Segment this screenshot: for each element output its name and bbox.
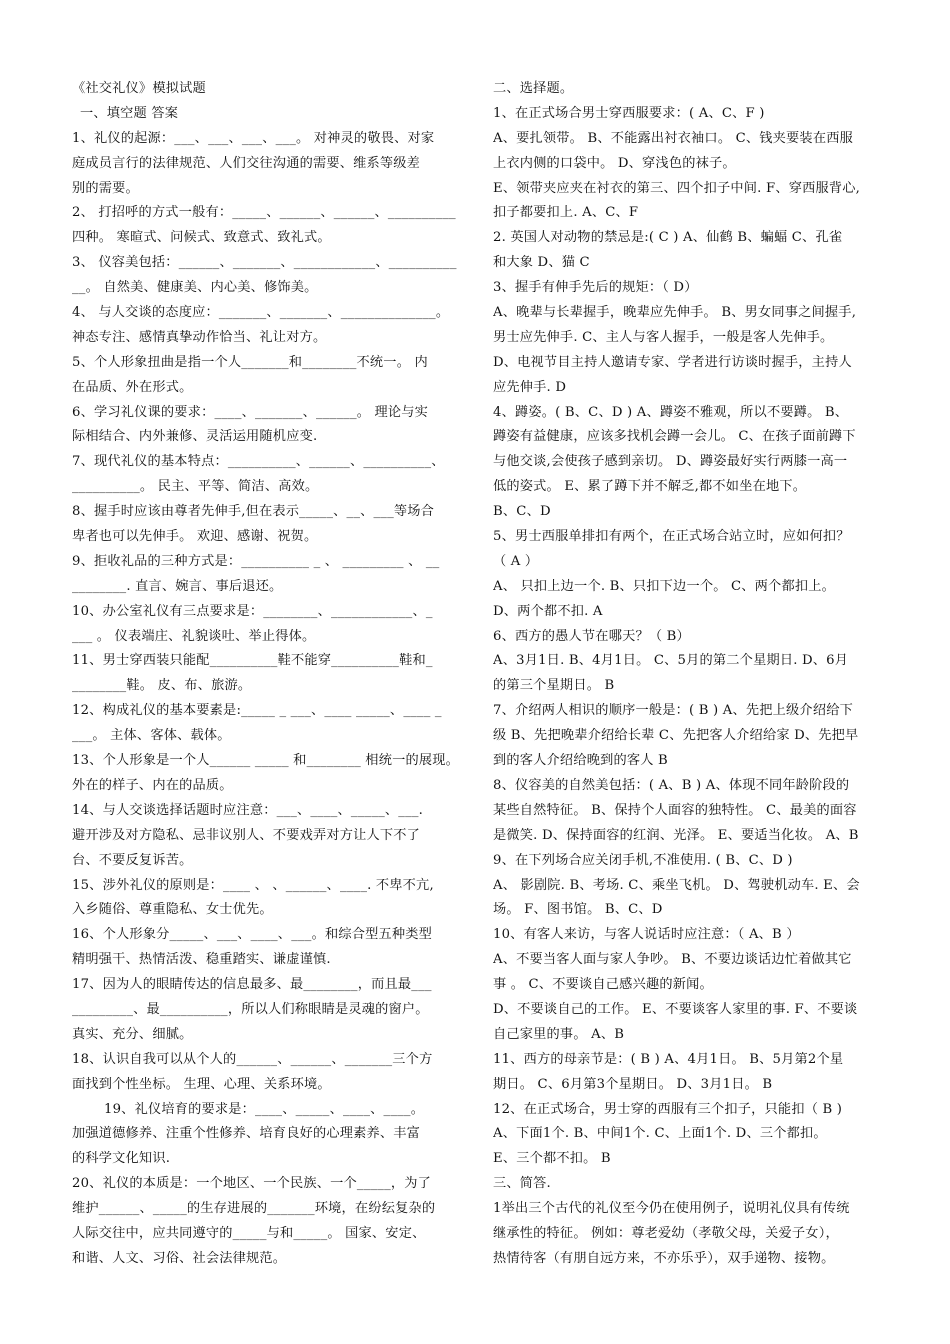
right-column-line: A、下面1个. B、中间1个. C、上面1个. D、三个都扣。 [493, 1126, 827, 1142]
left-column-line: 10、办公室礼仪有三点要求是：________、____________、_ [72, 603, 433, 619]
right-column-line: 9、在下列场合应关闭手机,不准使用. ( B、C、D ) [493, 852, 793, 868]
right-column-line: 1举出三个古代的礼仪至今仍在使用例子，说明礼仪具有传统 [493, 1201, 850, 1217]
left-column-line: 外在的样子、内在的品质。 [72, 777, 233, 793]
right-column-line: A、要扎领带。 B、不能露出衬衣袖口。 C、钱夹要装在西服 [493, 130, 853, 146]
right-column-line: 与他交谈,会使孩子感到亲切。 D、蹲姿最好实行两膝一高一 [493, 454, 848, 470]
left-column-line: 庭成员言行的法律规范、人们交往沟通的需要、维系等级差 [72, 155, 421, 171]
right-column-line: 7、介绍两人相识的顺序一般是：( B ) A、先把上级介绍给下 [493, 703, 853, 719]
left-column-line: 加强道德修养、注重个性修养、培育良好的心理素养、丰富 [72, 1126, 421, 1142]
right-column-line: 2. 英国人对动物的禁忌是:( C ) A、仙鹤 B、蝙蝠 C、孔雀 [493, 230, 843, 246]
left-column-line: 14、与人交谈选择话题时应注意：___、____、_____、___. [72, 802, 424, 818]
left-column [72, 77, 464, 1272]
right-column-line: 上衣内侧的口袋中。 D、穿浅色的袜子。 [493, 155, 736, 171]
right-column-line: 和大象 D、猫 C [493, 255, 590, 271]
left-column-line: 一、填空题 答案 [80, 105, 179, 121]
left-column-line: 神态专注、感情真挚动作恰当、礼让对方。 [72, 329, 327, 345]
right-column-line: 扣子都要扣上. A、C、F [493, 205, 639, 221]
right-column-line: B、C、D [493, 504, 551, 520]
right-column-line: 1、在正式场合男士穿西服要求：( A、C、F ) [493, 105, 765, 121]
right-column-line: 热情待客（有朋自远方来，不亦乐乎），双手递物、接物。 [493, 1250, 835, 1266]
right-column-line: 应先伸手. D [493, 379, 567, 395]
right-column-line: 期日。 C、6月第3个星期日。 D、3月1日。 B [493, 1076, 773, 1092]
left-column-line: 别的需要。 [72, 180, 139, 196]
left-column-line: 17、因为人的眼睛传达的信息最多、最________，而且最___ [72, 977, 432, 993]
left-column-line: 真实、充分、细腻。 [72, 1026, 193, 1042]
left-column-line: 四种。 寒暄式、问候式、致意式、致礼式。 [72, 230, 331, 246]
right-column-line: D、电视节目主持人邀请专家、学者进行访谈时握手，主持人 [493, 354, 852, 370]
left-column-line: ________鞋。 皮、布、旅游。 [72, 678, 252, 694]
right-column-line: 自己家里的事。 A、B [493, 1026, 625, 1042]
left-column-line: _________、最__________，所以人们称眼睛是灵魂的窗户。 [72, 1001, 429, 1017]
right-column-line: 低的姿式。 E、累了蹲下并不解乏,都不如坐在地下。 [493, 479, 807, 495]
left-column-line: 15、涉外礼仪的原则是：____ 、 、______、____. 不卑不亢, [72, 877, 434, 893]
left-column-line: 6、学习礼仪课的要求：____、_______、______。 理论与实 [72, 404, 429, 420]
right-column-line: 继承性的特征。 例如：尊老爱幼（孝敬父母，关爱子女）， [493, 1225, 839, 1241]
right-column-line: 某些自然特征。 B、保持个人面容的独特性。 C、最美的面容 [493, 802, 857, 818]
left-column-line: 《社交礼仪》模拟试题 [72, 81, 206, 96]
left-column-line: 13、个人形象是一个人______ _____ 和________ 相统一的展现。 [72, 753, 460, 769]
left-column-line: __。 自然美、健康美、内心美、修饰美。 [72, 280, 318, 296]
right-column-line: 二、选择题。 [493, 81, 574, 96]
right-column-line: E、三个都不扣。 B [493, 1151, 611, 1167]
right-column-line: 8、仪容美的自然美包括：( A、B ) A、体现不同年龄阶段的 [493, 777, 850, 793]
right-column-line: 到的客人介绍给晚到的客人 B [493, 753, 668, 769]
right-column-line: 4、蹲姿。( B、C、D ) A、蹲姿不雅观，所以不要蹲。 B、 [493, 404, 849, 420]
right-column-line: 11、西方的母亲节是：( B ) A、4月1日。 B、5月第2个星 [493, 1051, 844, 1067]
left-column-line: 5、个人形象扭曲是指一个人_______和________不统一。 内 [72, 354, 428, 370]
left-column-line: 卑者也可以先伸手。 欢迎、感谢、祝贺。 [72, 529, 318, 545]
right-column-line: 10、有客人来访，与客人说话时应注意：（ A、B ） [493, 927, 800, 943]
right-column [493, 77, 881, 1272]
right-column-line: （ A ） [493, 553, 539, 569]
left-column-line: 在品质、外在形式。 [72, 379, 193, 395]
left-column-line: ___ 。 仪表端庄、礼貌谈吐、举止得体。 [72, 628, 316, 644]
right-column-line: 6、西方的愚人节在哪天？（ B） [493, 628, 690, 644]
left-column-line: 16、个人形象分_____、___、____、___。和综合型五种类型 [72, 927, 433, 943]
right-column-line: 级 B、先把晚辈介绍给长辈 C、先把客人介绍给家 D、先把早 [493, 728, 859, 744]
left-column-line: ________. 直言、婉言、事后退还。 [72, 578, 283, 594]
left-column-line: ___。 主体、客体、载体。 [72, 728, 231, 744]
left-column-line: 9、拒收礼品的三种方式是：__________ _ 、 _________ 、 __ [72, 553, 440, 569]
left-column-line: 12、构成礼仪的基本要素是:_____ _ ___、____ _____、____ _ [72, 703, 442, 719]
right-column-line: 是微笑. D、保持面容的红润、光泽。 E、要适当化妆。 A、B [493, 827, 859, 843]
left-column-line: 际相结合、内外兼修、灵活运用随机应变. [72, 429, 318, 445]
right-column-line: 蹲姿有益健康，应该多找机会蹲一会儿。 C、在孩子面前蹲下 [493, 429, 856, 445]
right-column-line: 场。 F、图书馆。 B、C、D [493, 902, 663, 918]
left-column-line: 的科学文化知识. [72, 1151, 171, 1167]
left-column-line: 19、礼仪培育的要求是：____、_____、____、____。 [104, 1101, 425, 1117]
right-column-line: 5、男士西服单排扣有两个，在正式场合站立时，应如何扣？ [493, 529, 850, 545]
left-column-line: 入乡随俗、尊重隐私、女士优先。 [72, 902, 273, 918]
right-column-line: 的第三个星期日。 B [493, 678, 615, 694]
right-column-line: A、不要当客人面与家人争吵。 B、不要边谈话边忙着做其它 [493, 952, 852, 968]
left-column-line: 人际交往中，应共同遵守的_____与和_____。 国家、安定、 [72, 1225, 426, 1241]
left-column-line: 面找到个性坐标。 生理、心理、关系环境。 [72, 1076, 331, 1092]
right-column-line: A、 只扣上边一个. B、只扣下边一个。 C、两个都扣上。 [493, 578, 835, 594]
left-column-line: 11、男士穿西装只能配__________鞋不能穿__________鞋和_ [72, 653, 433, 669]
right-column-line: D、不要谈自己的工作。 E、不要谈客人家里的事. F、不要谈 [493, 1001, 858, 1017]
left-column-line: 7、现代礼仪的基本特点：__________、______、__________、 [72, 454, 445, 470]
left-column-line: 3、 仪容美包括：______、_______、____________、__________ [72, 255, 457, 271]
right-column-line: A、晚辈与长辈握手，晚辈应先伸手。 B、男女同事之间握手, [493, 305, 857, 321]
left-column-line: 精明强干、热情活泼、稳重踏实、谦虚谨慎. [72, 952, 331, 968]
left-column-line: 和谐、人文、习俗、社会法律规范。 [72, 1250, 287, 1266]
right-column-line: 三、简答. [493, 1176, 551, 1192]
right-column-line: E、领带夹应夹在衬衣的第三、四个扣子中间. F、穿西服背心, [493, 180, 861, 196]
left-column-line: 4、 与人交谈的态度应：_______、_______、______________。 [72, 305, 450, 321]
right-column-line: D、两个都不扣. A [493, 603, 603, 619]
right-column-line: 12、在正式场合，男士穿的西服有三个扣子，只能扣（ B ) [493, 1101, 843, 1117]
right-column-line: 男士应先伸手. C、主人与客人握手，一般是客人先伸手。 [493, 329, 834, 345]
left-column-line: 20、礼仪的本质是：一个地区、一个民族、一个_____，为了 [72, 1176, 432, 1192]
right-column-line: 事 。 C、不要谈自己感兴趣的新闻。 [493, 977, 713, 993]
right-column-line: A、 影剧院. B、考场. C、乘坐飞机。 D、驾驶机动车. E、会 [493, 877, 860, 893]
left-column-line: 8、握手时应该由尊者先伸手,但在表示_____、__、___等场合 [72, 504, 435, 520]
left-column-line: __________。 民主、平等、简洁、高效。 [72, 479, 319, 495]
left-column-line: 避开涉及对方隐私、忌非议别人、不要戏弄对方让人下不了 [72, 827, 421, 843]
left-column-line: 维护______、_____的生存进展的_______环境，在纷纭复杂的 [72, 1201, 436, 1217]
right-column-line: 3、握手有伸手先后的规矩：（ D） [493, 280, 698, 296]
right-column-line: A、3月1日. B、4月1日。 C、5月的第二个星期日. D、6月 [493, 653, 849, 669]
left-column-line: 1、礼仪的起源：___、___、___、___。 对神灵的敬畏、对家 [72, 130, 435, 146]
left-column-line: 18、认识自我可以从个人的______、______、_______三个方 [72, 1051, 433, 1067]
left-column-line: 台、不要反复诉苦。 [72, 852, 193, 868]
left-column-line: 2、 打招呼的方式一般有：_____、______、______、__________ [72, 205, 456, 221]
